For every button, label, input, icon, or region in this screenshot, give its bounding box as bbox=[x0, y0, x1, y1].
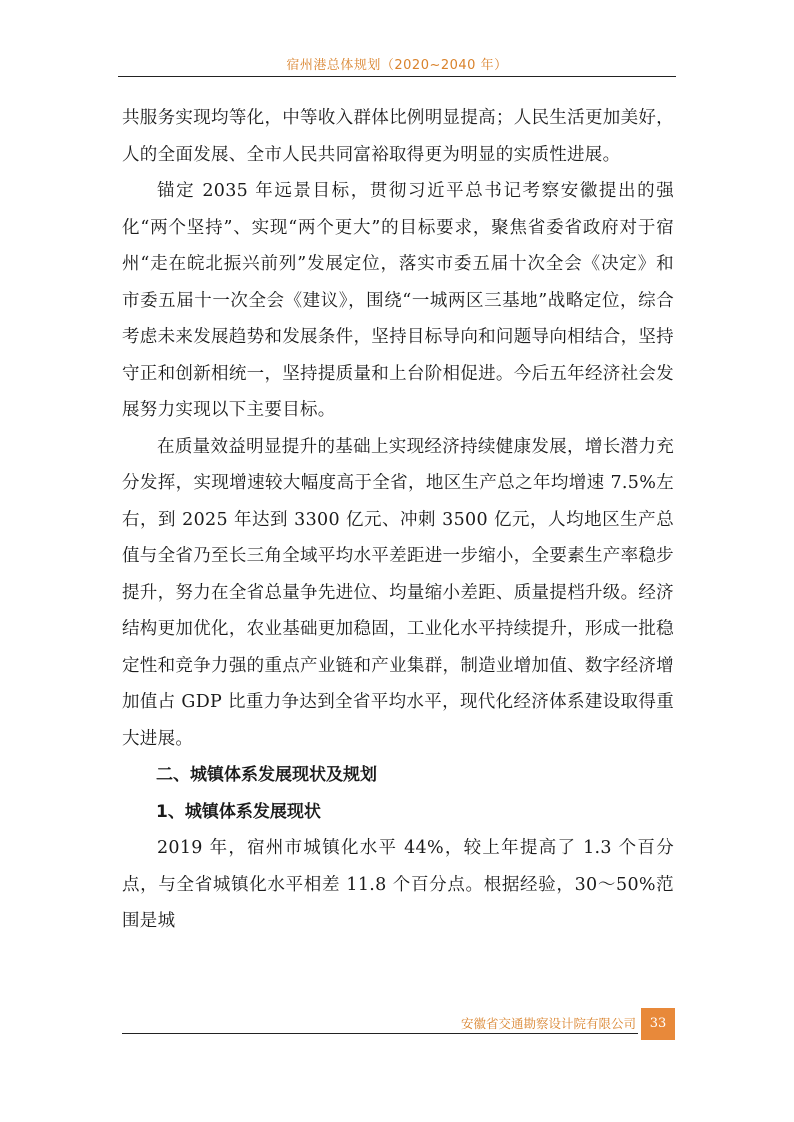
section-heading: 二、城镇体系发展现状及规划 bbox=[156, 765, 377, 785]
document-body bbox=[122, 100, 674, 940]
paragraph-economic-goals: 在质量效益明显提升的基础上实现经济持续健康发展，增长潜力充分发挥，实现增速较大幅度高于全省，地区生产总之年均增速 7.5%左右，到 2025 年达到 3300 亿元、冲刺 3500 亿元，人均地区生产总值与全省乃至长三角全域平均水平差距进一步缩小，全要素生产率稳步提升，努力在全省总量争先进位、均量缩小差距、质量提档升级。经济结构更加优化，农业基础更加稳固，工业化水平持续提升，形成一批稳定性和竞争力强的重点产业链和产业集群，制造业增加值、数字经济增加值占 GDP 比重力争达到全省平均水平，现代化经济体系建设取得重大进展。 bbox=[122, 436, 674, 749]
paragraph-continued: 共服务实现均等化，中等收入群体比例明显提高；人民生活更加美好，人的全面发展、全市人民共同富裕取得更为明显的实质性进展。 bbox=[122, 108, 674, 165]
paragraph-urbanization: 2019 年，宿州市城镇化水平 44%，较上年提高了 1.3 个百分点，与全省城镇化水平相差 11.8 个百分点。根据经验，30～50%范围是城 bbox=[122, 838, 674, 931]
page-number: 33 bbox=[641, 1008, 675, 1040]
subsection-heading: 1、城镇体系发展现状 bbox=[156, 801, 321, 822]
footer-organization: 安徽省交通勘察设计院有限公司 bbox=[460, 1016, 636, 1031]
header-rule bbox=[118, 76, 676, 77]
running-header-title: 宿州港总体规划（2020~2040 年） bbox=[286, 58, 508, 73]
footer-rule bbox=[122, 1033, 638, 1034]
paragraph-goals-intro: 锚定 2035 年远景目标，贯彻习近平总书记考察安徽提出的强化“两个坚持”、实现“两个更大”的目标要求，聚焦省委省政府对于宿州“走在皖北振兴前列”发展定位，落实市委五届十次全会《决定》和市委五届十一次全会《建议》，围绕“一城两区三基地”战略定位，综合考虑未来发展趋势和发展条件，坚持目标导向和问题导向相结合，坚持守正和创新相统一，坚持提质量和上台阶相促进。今后五年经济社会发展努力实现以下主要目标。 bbox=[122, 181, 674, 420]
